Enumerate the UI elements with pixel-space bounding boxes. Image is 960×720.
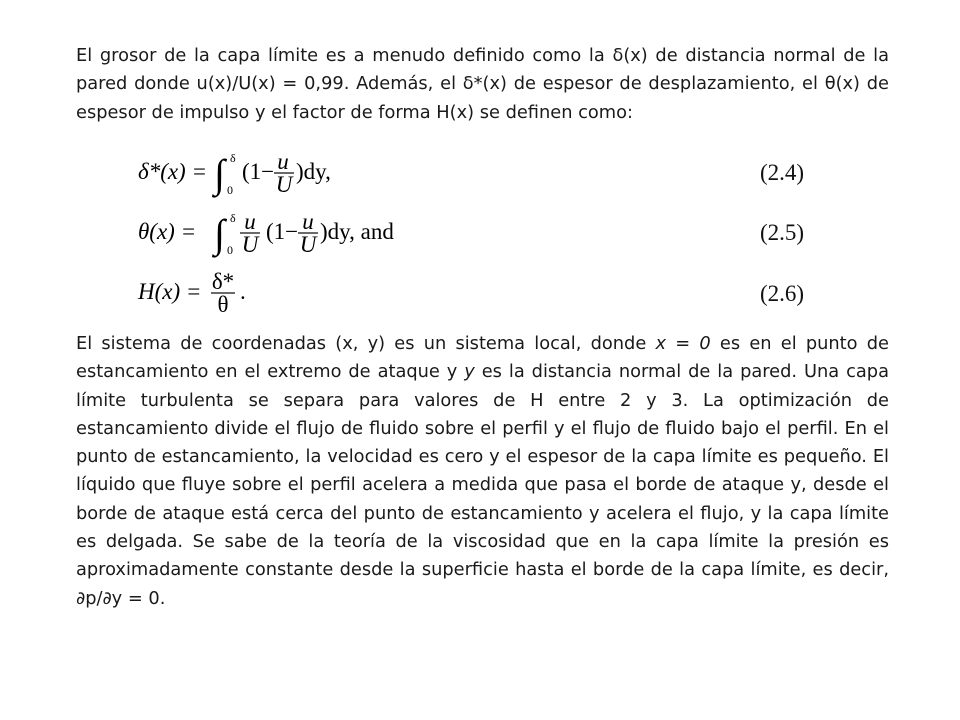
equation-number: (2.5) [760, 220, 805, 245]
eq-lhs: θ(x) = [138, 219, 197, 244]
fraction-numerator: u [244, 209, 256, 234]
eq-lhs: δ*(x) = [138, 159, 207, 184]
integral-upper-limit: δ [230, 211, 236, 225]
equation-period: . [240, 279, 246, 304]
equation-2-4-graphic [138, 150, 838, 196]
fraction-numerator: u [277, 149, 289, 174]
integrand-close: )dy, [296, 159, 331, 184]
integral-sign: ∫ [214, 211, 225, 256]
equation-2-5-graphic [138, 210, 838, 256]
equation-2-6-graphic [138, 270, 838, 316]
body-paragraph [76, 330, 889, 613]
body-text-part: El sistema de coordenadas (x, y) es un sistema local, donde [76, 333, 656, 354]
fraction-denominator: θ [217, 292, 229, 317]
eq-lhs: H(x) = [138, 279, 202, 304]
math-x-equals-zero: x = 0 [655, 333, 711, 354]
body-text-part: es en el punto de estancamiento en el extremo de ataque y [76, 333, 889, 383]
integrand-open: (1− [266, 219, 299, 244]
fraction-denominator: U [241, 232, 259, 257]
fraction-denominator: U [299, 232, 317, 257]
integral-upper-limit: δ [230, 151, 236, 165]
integral-lower-limit: 0 [227, 243, 233, 257]
equation-momentum-thickness [138, 210, 838, 256]
integral-lower-limit: 0 [227, 183, 233, 197]
equation-number: (2.4) [760, 160, 805, 185]
equation-number: (2.6) [760, 281, 805, 306]
body-text-part: es la distancia normal de la pared. Una capa límite turbulenta se separa para valores de H entre 2 y 3. La optimización de estancamiento divide el flujo de fluido sobre el perfil y el flujo de fluido bajo el perfil. En el punto de estancamiento, la velocidad es cero y el espesor de la capa límite es pequeño. El líquido que fluye sobre el perfil acelera a medida que pasa el borde de ataque y, desde el borde de ataque está cerca del punto de estancamiento y acelera el flujo, y la capa límite es delgada. Se sabe de la teoría de la viscosidad que en la capa límite la presión es aproximadamente constante desde la superficie hasta el borde de la capa límite, es decir, ∂p/∂y = 0. [76, 361, 889, 609]
equation-shape-factor [138, 270, 838, 316]
intro-paragraph: El grosor de la capa límite es a menudo definido como la δ(x) de distancia normal de la pared donde u(x)/U(x) = 0,99. Además, el δ*(x) de espesor de desplazamiento, el θ(x) de espesor de impulso y el factor de forma H(x) se definen como: [76, 45, 889, 123]
fraction-denominator: U [275, 172, 293, 197]
integral-sign: ∫ [214, 151, 225, 196]
math-y-variable: y [464, 361, 475, 383]
fraction-numerator: u [302, 209, 314, 234]
equation-displacement-thickness [138, 150, 838, 196]
fraction-numerator: δ* [211, 269, 235, 294]
integrand-close: )dy, and [320, 219, 394, 244]
integrand-open: (1− [242, 159, 275, 184]
